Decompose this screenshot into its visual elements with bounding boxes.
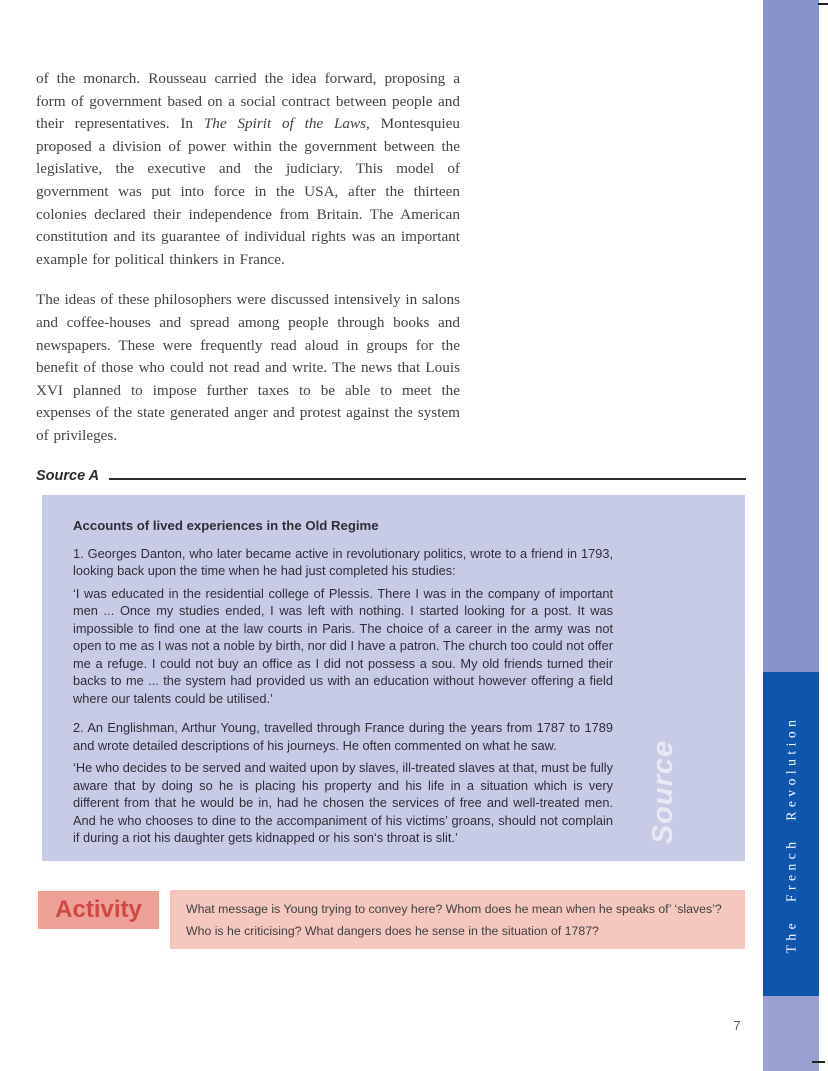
sidebar-bottom-band [763, 996, 819, 1071]
activity-question-text: What message is Young trying to convey here? Whom does he mean when he speaks of’ ‘slaves’? Who is he criticising? What dangers does he sense in the situation of 1787? [186, 902, 722, 938]
activity-question-box [170, 890, 745, 949]
crop-mark-top-right [818, 3, 828, 5]
source-item-2-intro: 2. An Englishman, Arthur Young, travelled through France during the years from 1787 to 1789 and wrote detailed descriptions of his journeys. He often commented on what he saw. [73, 720, 613, 753]
paragraph-philosophers-salons: The ideas of these philosophers were discussed intensively in salons and coffee-houses and spread among people through books and newspapers. These were frequently read aloud in groups for the benefit of those who could not read and write. The news that Louis XVI planned to impose further taxes to be able to meet the expenses of the state generated anger and protest against the system of privileges. [36, 291, 460, 444]
sidebar-chapter-band [763, 672, 819, 996]
paragraph-1-pre: of the monarch. Rousseau carried the idea forward, proposing a form of government based on a social contract between people and their representatives. In [36, 70, 460, 133]
activity-label-box [38, 891, 159, 929]
source-box-heading: Accounts of lived experiences in the Old Regime [73, 518, 379, 533]
source-a-box [42, 495, 745, 861]
paragraph-monarch-rousseau [36, 68, 460, 271]
source-watermark-text: Source [646, 739, 679, 845]
activity-label: Activity [55, 896, 142, 923]
page-number: 7 [733, 1018, 741, 1033]
source-item-1-intro: 1. Georges Danton, who later became active in revolutionary politics, wrote to a friend in 1793, looking back upon the time when he had just completed his studies: [73, 545, 613, 578]
main-text-column [36, 68, 460, 466]
source-a-label: Source A [36, 468, 100, 484]
source-a-content [73, 517, 613, 847]
chapter-title-vertical: The French Revolution [783, 715, 798, 953]
sidebar-top-band [763, 0, 819, 672]
source-a-rule [109, 478, 746, 480]
book-title-spirit-of-laws: The Spirit of the Laws, [203, 115, 370, 133]
source-item-2-quote: ‘He who decides to be served and waited upon by slaves, ill-treated slaves at that, must be fully aware that by doing so he is placing his property and his life in a situation which is very different from that he would be in, had he chosen the services of free and well-treated men. And he who chooses to dine to the accompaniment of his victims’ groans, should not complain if during a riot his daughter gets kidnapped or his son‘s throat is slit.’ [73, 760, 613, 845]
paragraph-1-post: Montesquieu proposed a division of power within the government between the legislative, the executive and the judiciary. This model of government was put into force in the USA, after the thirteen colonies declared their independence from Britain. The American constitution and its guarantee of individual rights was an important example for political thinkers in France. [36, 115, 460, 268]
source-item-1-quote: ‘I was educated in the residential college of Plessis. There I was in the company of important men ... Once my studies ended, I was left with nothing. I started looking for a post. It was impossible to find one at the law courts in Paris. The choice of a career in the army was not open to me as I was not a noble by birth, nor did I have a patron. The church too could not offer me a refuge. I could not buy an office as I did not possess a sou. My old friends turned their backs to me ... the system had provided us with an education without however offering a field where our talents could be utilised.’ [73, 585, 613, 706]
crop-mark-bottom-right [812, 1061, 825, 1063]
source-a-header [36, 468, 746, 484]
